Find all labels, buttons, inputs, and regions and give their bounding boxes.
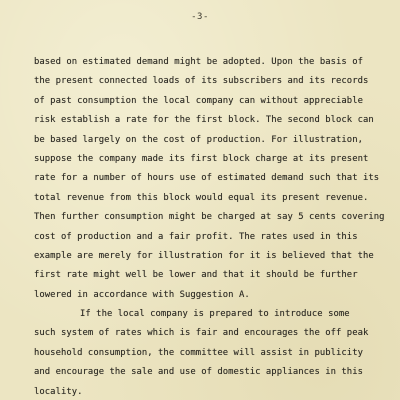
text-line: the present connected loads of its subscribers and its records [34, 76, 369, 87]
text-line: based on estimated demand might be adopted. Upon the basis of [34, 57, 363, 67]
text-line: suppose the company made its first block charge at its present [34, 153, 369, 164]
text-line: be based largely on the cost of production. For illustration, [34, 134, 363, 145]
text-line: total revenue from this block would equal its present revenue. [34, 192, 369, 203]
text-line: of past consumption the local company can without appreciable [34, 95, 363, 106]
text-line: lowered in accordance with Suggestion A. [34, 289, 250, 300]
text-line: Then further consumption might be charged at say 5 cents covering [34, 212, 385, 223]
text-line: such system of rates which is fair and encourages the off peak [34, 328, 369, 339]
text-line: risk establish a rate for the first block. The second block can [34, 115, 374, 126]
paragraph-start-line: If the local company is prepared to introduce some [80, 309, 350, 320]
text-line: first rate might well be lower and that it should be further [34, 270, 358, 281]
page-number: -3- [191, 12, 209, 22]
text-line: example are merely for illustration for it is believed that the [34, 250, 374, 261]
text-line: locality. [34, 386, 83, 397]
text-line: cost of production and a fair profit. The rates used in this [34, 231, 358, 242]
text-line: and encourage the sale and use of domestic appliances in this [34, 367, 363, 378]
body-text [34, 53, 394, 400]
text-line: rate for a number of hours use of estimated demand such that its [34, 173, 380, 184]
text-line: household consumption, the committee will assist in publicity [34, 347, 363, 358]
